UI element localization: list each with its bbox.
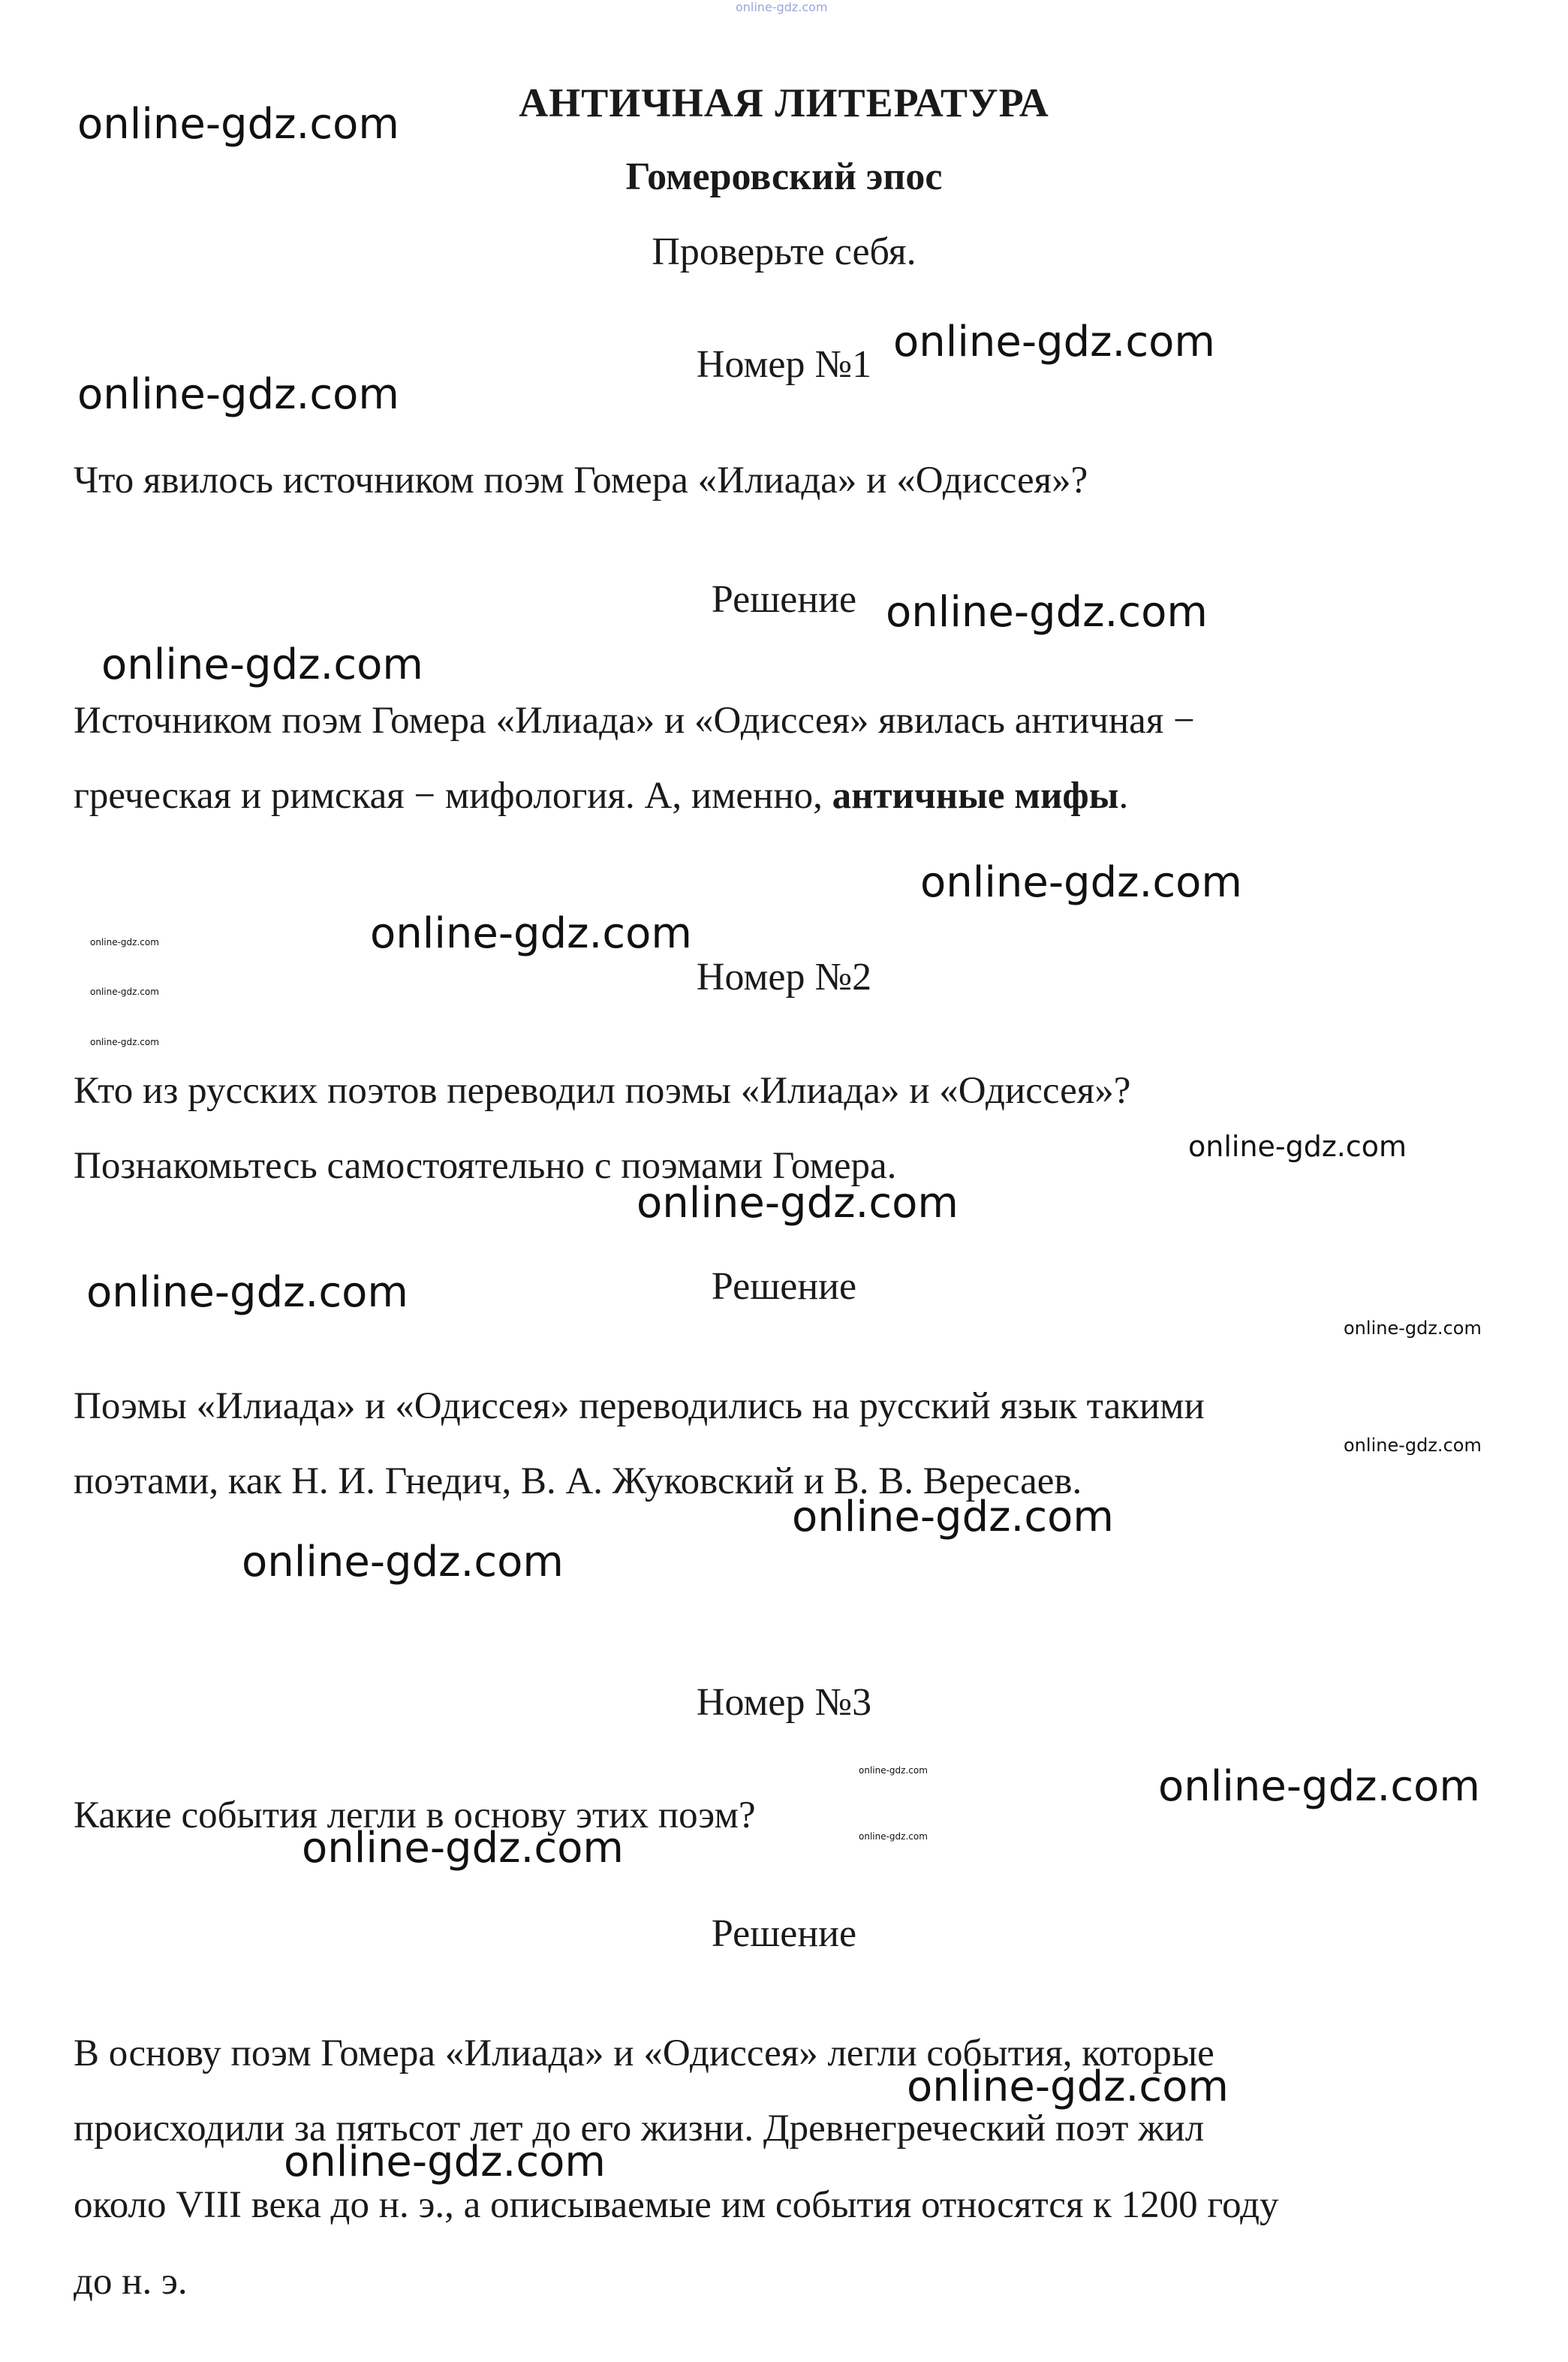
task-3-question: Какие события легли в основу этих поэм? (74, 1794, 756, 1836)
task-3-answer-line-1: В основу поэм Гомера «Илиада» и «Одиссея» легли события, которые (74, 2032, 1214, 2074)
task-1-answer-line-1: Источником поэм Гомера «Илиада» и «Одиссея» явилась античная − (74, 700, 1195, 742)
watermark: online-gdz.com (77, 370, 399, 419)
page-subtitle: Гомеровский эпос (625, 155, 943, 198)
task-1-answer-tail: . (1118, 775, 1129, 817)
watermark: online-gdz.com (886, 588, 1208, 637)
watermark: online-gdz.com (77, 100, 399, 149)
task-2-number: Номер №2 (696, 956, 872, 999)
task-1-answer-line-2 (74, 777, 1128, 815)
watermark: online-gdz.com (242, 1538, 564, 1586)
watermark: online-gdz.com (86, 1268, 408, 1317)
watermark: online-gdz.com (370, 909, 692, 958)
task-1-question: Что явилось источником поэм Гомера «Илиада» и «Одиссея»? (74, 459, 1088, 502)
watermark: online-gdz.com (90, 1037, 159, 1047)
watermark: online-gdz.com (1344, 1435, 1482, 1456)
watermark: online-gdz.com (1158, 1762, 1480, 1811)
watermark: online-gdz.com (284, 2138, 606, 2186)
task-2-question-line-1: Кто из русских поэтов переводил поэмы «Илиада» и «Одиссея»? (74, 1070, 1131, 1112)
watermark: online-gdz.com (859, 1765, 928, 1776)
task-3-number: Номер №3 (696, 1681, 872, 1724)
task-2-answer-line-1: Поэмы «Илиада» и «Одиссея» переводились на русский язык такими (74, 1385, 1205, 1427)
task-3-answer-line-3: около VIII века до н. э., а описываемые им события относятся к 1200 году (74, 2184, 1279, 2226)
task-1-answer-bold: античные мифы (832, 775, 1119, 817)
task-2-answer-line-2: поэтами, как Н. И. Гнедич, В. А. Жуковский и В. В. Вересаев. (74, 1460, 1082, 1502)
watermark: online-gdz.com (637, 1179, 959, 1228)
watermark: online-gdz.com (920, 858, 1242, 907)
watermark: online-gdz.com (1344, 1318, 1482, 1339)
watermark: online-gdz.com (792, 1493, 1114, 1541)
watermark: online-gdz.com (907, 2062, 1229, 2111)
task-3-answer-line-4: до н. э. (74, 2261, 188, 2303)
task-2-solution-label: Решение (711, 1265, 857, 1308)
task-2-question-line-2: Познакомьтесь самостоятельно с поэмами Гомера. (74, 1145, 897, 1187)
page-instruction: Проверьте себя. (652, 230, 916, 273)
watermark: online-gdz.com (1188, 1130, 1407, 1163)
watermark: online-gdz.com (101, 640, 423, 689)
watermark: online-gdz.com (302, 1824, 624, 1872)
watermark-top: online-gdz.com (736, 0, 828, 14)
task-1-solution-label: Решение (711, 578, 857, 621)
watermark: online-gdz.com (859, 1831, 928, 1842)
watermark: online-gdz.com (90, 987, 159, 997)
page-title: АНТИЧНАЯ ЛИТЕРАТУРА (519, 80, 1049, 125)
task-3-answer-line-2: происходили за пятьсот лет до его жизни. Древнегреческий поэт жил (74, 2107, 1205, 2150)
watermark: online-gdz.com (893, 318, 1215, 366)
task-3-solution-label: Решение (711, 1912, 857, 1955)
task-1-number: Номер №1 (696, 343, 872, 386)
task-1-answer-text: греческая и римская − мифология. А, именно, (74, 775, 832, 817)
watermark: online-gdz.com (90, 937, 159, 948)
